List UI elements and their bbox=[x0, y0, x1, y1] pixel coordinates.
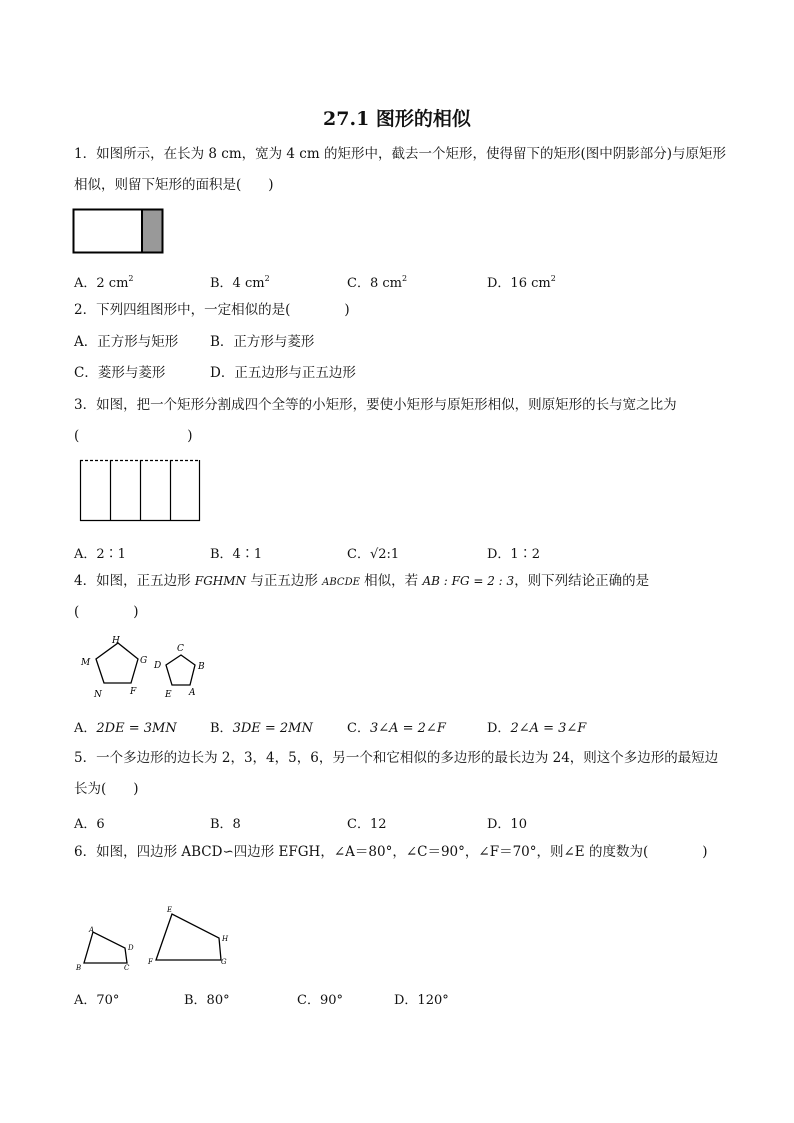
q1-option-c[interactable]: C．8 $cm^2$ bbox=[347, 274, 408, 291]
q1-shaded-rect bbox=[142, 210, 163, 253]
q1-stem-line1: 1．如图所示，在长为 8 cm，宽为 4 cm 的矩形中，截去一个矩形，使得留下的矩形(图中阴影部分)与原矩形 bbox=[74, 146, 726, 162]
q5-option-d[interactable]: D．10 bbox=[487, 817, 527, 832]
q2-option-a[interactable]: A．正方形与矩形 bbox=[74, 334, 179, 350]
q4-option-c[interactable]: C．3∠A = 2∠F bbox=[347, 721, 446, 736]
q5-option-a[interactable]: A．6 bbox=[74, 817, 105, 832]
q4-stem-line2: ( ) bbox=[74, 604, 139, 620]
q6-stem: 6．如图，四边形 ABCD∽四边形 EFGH，∠A＝80°，∠C＝90°，∠F＝70°，则∠E 的度数为( ) bbox=[74, 844, 708, 860]
q2-stem: 2．下列四组图形中，一定相似的是( ) bbox=[74, 302, 350, 318]
q6-option-b[interactable]: B．80° bbox=[184, 993, 230, 1008]
q4-label-n: N bbox=[94, 690, 102, 700]
q1-stem-line2: 相似，则留下矩形的面积是( ) bbox=[74, 177, 274, 193]
q6-label-b: B bbox=[76, 964, 82, 972]
q4-label-a: A bbox=[189, 688, 196, 698]
q3-option-d[interactable]: D．1∶2 bbox=[487, 547, 540, 562]
q4-label-d: D bbox=[154, 661, 162, 671]
q1-rectangle-figure bbox=[72, 208, 166, 256]
q5-stem-line2: 长为( ) bbox=[74, 781, 139, 797]
q4-label-e: E bbox=[165, 690, 172, 700]
q5-stem-line1: 5．一个多边形的边长为 2，3，4，5，6，另一个和它相似的多边形的最长边为 24，则这个多边形的最短边 bbox=[74, 750, 719, 766]
q3-stem-line2: ( ) bbox=[74, 428, 193, 444]
q6-efgh bbox=[156, 914, 221, 960]
q1-option-d[interactable]: D．16 $cm^2$ bbox=[487, 274, 556, 291]
q3-stem-line1: 3．如图，把一个矩形分割成四个全等的小矩形，要使小矩形与原矩形相似，则原矩形的长与宽之比为 bbox=[74, 397, 677, 413]
q4-label-b: B bbox=[198, 662, 205, 672]
q6-label-c: C bbox=[124, 964, 130, 972]
q4-option-d[interactable]: D．2∠A = 3∠F bbox=[487, 721, 587, 736]
q1-option-b[interactable]: B．4 $cm^2$ bbox=[210, 274, 270, 291]
q3-divided-rectangle-figure bbox=[79, 459, 203, 523]
q4-label-m: M bbox=[81, 658, 91, 668]
q2-option-d[interactable]: D．正五边形与正五边形 bbox=[210, 365, 356, 381]
q4-label-c: C bbox=[177, 644, 184, 654]
q4-label-h: H bbox=[112, 636, 120, 646]
q4-large-pentagon bbox=[96, 643, 138, 683]
q6-label-h: H bbox=[222, 935, 229, 943]
q6-quadrilaterals-figure bbox=[72, 900, 242, 974]
q4-label-g: G bbox=[140, 656, 148, 666]
q4-label-f: F bbox=[130, 687, 137, 697]
q6-option-a[interactable]: A．70° bbox=[74, 993, 120, 1008]
q4-option-a[interactable]: A．2DE = 3MN bbox=[74, 721, 177, 736]
q6-label-g: G bbox=[221, 958, 227, 966]
q6-abcd bbox=[84, 932, 127, 963]
q5-option-b[interactable]: B．8 bbox=[210, 817, 241, 832]
q6-option-d[interactable]: D．120° bbox=[394, 993, 449, 1008]
q2-option-b[interactable]: B．正方形与菱形 bbox=[210, 334, 315, 350]
q6-label-f: F bbox=[148, 958, 153, 966]
page-title: 27.1 图形的相似 bbox=[323, 108, 471, 130]
q4-small-pentagon bbox=[166, 655, 195, 685]
q4-option-b[interactable]: B．3DE = 2MN bbox=[210, 721, 313, 736]
q3-option-a[interactable]: A．2∶1 bbox=[74, 547, 126, 562]
q4-pentagons-figure bbox=[76, 633, 216, 705]
q2-option-c[interactable]: C．菱形与菱形 bbox=[74, 365, 166, 381]
q4-stem-line1: 4．如图，正五边形 FGHMN 与正五边形 ABCDE 相似，若 AB : FG = 2 : 3，则下列结论正确的是 bbox=[74, 573, 650, 589]
q3-option-b[interactable]: B．4∶1 bbox=[210, 547, 263, 562]
q5-option-c[interactable]: C．12 bbox=[347, 817, 387, 832]
q6-label-d: D bbox=[128, 944, 134, 952]
q6-label-e: E bbox=[167, 906, 173, 914]
q1-option-a[interactable]: A．2 $cm^2$ bbox=[74, 274, 134, 291]
q6-option-c[interactable]: C．90° bbox=[297, 993, 343, 1008]
q6-label-a: A bbox=[89, 926, 95, 934]
q3-option-c[interactable]: C．√2:1 bbox=[347, 547, 400, 562]
